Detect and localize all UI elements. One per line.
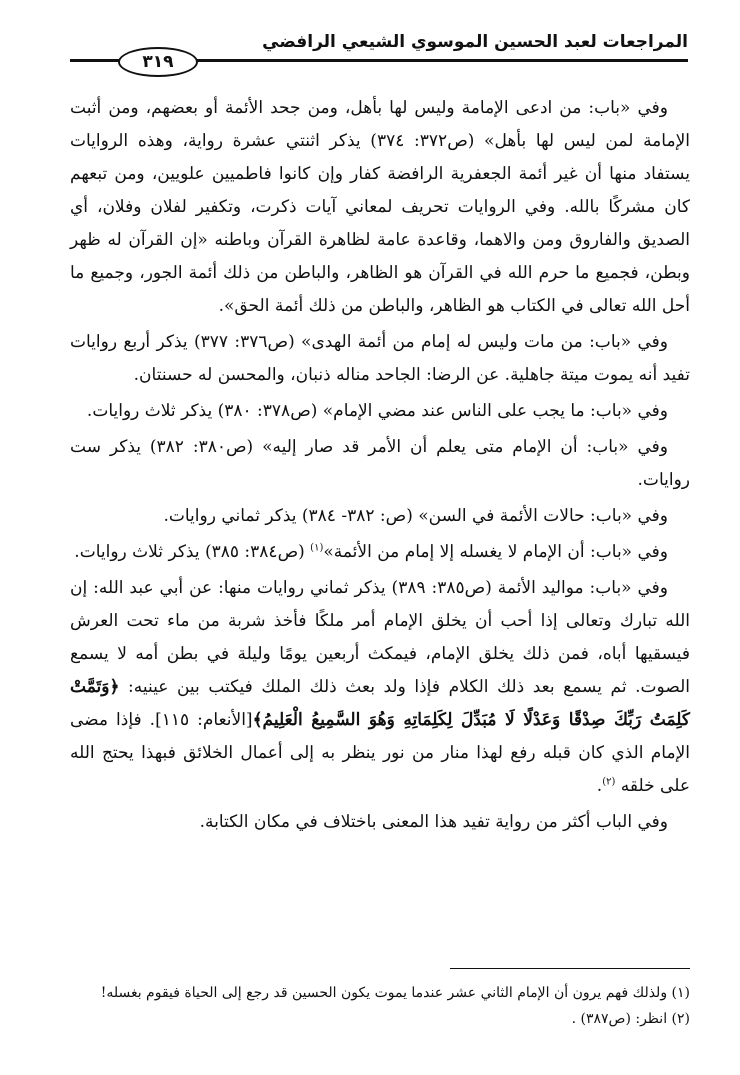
footnote-ref-2: (٢) (602, 776, 616, 788)
page-number: ٣١٩ (118, 47, 198, 77)
footnote-1: (١) ولذلك فهم يرون أن الإمام الثاني عشر عندما يموت يكون الحسين قد رجع إلى الحياة فيقوم بغسله! (100, 985, 690, 1001)
paragraph-death-without-imam: وفي «باب: من مات وليس له إمام من أئمة الهدى» (ص٣٧٦: ٣٧٧) يذكر أربع روايات تفيد أنه يموت ميتة جاهلية. عن الرضا: الجاحد مناله ذنبان، والمحسن له حسنتان. (70, 332, 690, 385)
paragraph-imam-ages: وفي «باب: حالات الأئمة في السن» (ص: ٣٨٢- ٣٨٤) يذكر ثماني روايات. (163, 506, 668, 526)
births-text: وفي «باب: مواليد الأئمة (ص٣٨٥: ٣٨٩) يذكر ثماني روايات منها: عن أبي عبد الله: إن الله تبارك وتعالى إذا أحب أن يخلق الإمام أمر ملكًا فأخذ شربة من ماء تحت العرش فيسقيها أباه، فمن ذلك يخلق الإمام، فيمكث أربعين يومًا وليلة في بطن أمه لا يسمع الصوت. ثم يسمع بعد ذلك الكلام فإذا ولد بعث ذلك الملك فيكتب بين عينيه: (70, 578, 691, 697)
paragraph-imam-washing (70, 536, 690, 569)
footnotes (70, 980, 690, 1032)
footnote-ref-1: (١) (310, 542, 324, 554)
paragraph-closing: وفي الباب أكثر من رواية تفيد هذا المعنى باختلاف في مكان الكتابة. (199, 812, 668, 832)
footnote-2: (٢) انظر: (ص٣٨٧) . (571, 1011, 690, 1027)
paragraph-imamate-claim: وفي «باب: من ادعى الإمامة وليس لها بأهل، ومن جحد الأئمة أو بعضهم، ومن أثبت الإمامة لمن ليس لها بأهل» (ص٣٧٢: ٣٧٤) يذكر اثنتي عشرة رواية، وهذه الروايات يستفاد منها أن غير أئمة الجعفرية الرافضة كفار وإن كانوا فاطميين علويين، ومن تبعهم كان مشركًا بالله. وفي الروايات تحريف لمعاني آيات ذكرت، وتكفير لفلان وفلان، أي الصديق والفاروق ومن والاهما، وقاعدة عامة لظاهرة القرآن وباطنه «إن القرآن له ظهر وبطن، فجميع ما حرم الله في القرآن هو الظاهر، والباطن من ذلك أئمة الجور، وجميع ما أحل الله تعالى في الكتاب هو الظاهر، والباطن من ذلك أئمة الحق». (70, 98, 690, 316)
washing-text-end: (ص٣٨٤: ٣٨٥) يذكر ثلاث روايات. (74, 542, 311, 562)
washing-text: وفي «باب: أن الإمام لا يغسله إلا إمام من الأئمة» (323, 542, 668, 562)
book-title: المراجعات لعبد الحسين الموسوي الشيعي الرافضي (262, 32, 688, 52)
footnote-separator (450, 968, 690, 969)
quran-verse: ﴿وَتَمَّتْ كَلِمَتُ رَبِّكَ صِدْقًا وَعَدْلًا لَا مُبَدِّلَ لِكَلِمَاتِهِ وَهُوَ السَّمِيعُ الْعَلِيمُ﴾ (70, 677, 690, 730)
paragraph-imam-knowledge: وفي «باب: أن الإمام متى يعلم أن الأمر قد صار إليه» (ص٣٨٠: ٣٨٢) يذكر ست روايات. (70, 437, 690, 490)
paragraph-imam-births (70, 572, 690, 803)
quran-reference: [الأنعام: ١١٥] (155, 710, 253, 730)
page-header (70, 14, 688, 72)
births-text-end: . فإذا مضى الإمام الذي كان قبله رفع لهذا منار من نور ينظر به إلى أعمال الخلائق فبهذا يحتج الله على خلقه (70, 710, 690, 796)
page-body (70, 92, 690, 842)
births-period: . (596, 776, 603, 796)
paragraph-imam-passing: وفي «باب: ما يجب على الناس عند مضي الإمام» (ص٣٧٨: ٣٨٠) يذكر ثلاث روايات. (86, 401, 668, 421)
